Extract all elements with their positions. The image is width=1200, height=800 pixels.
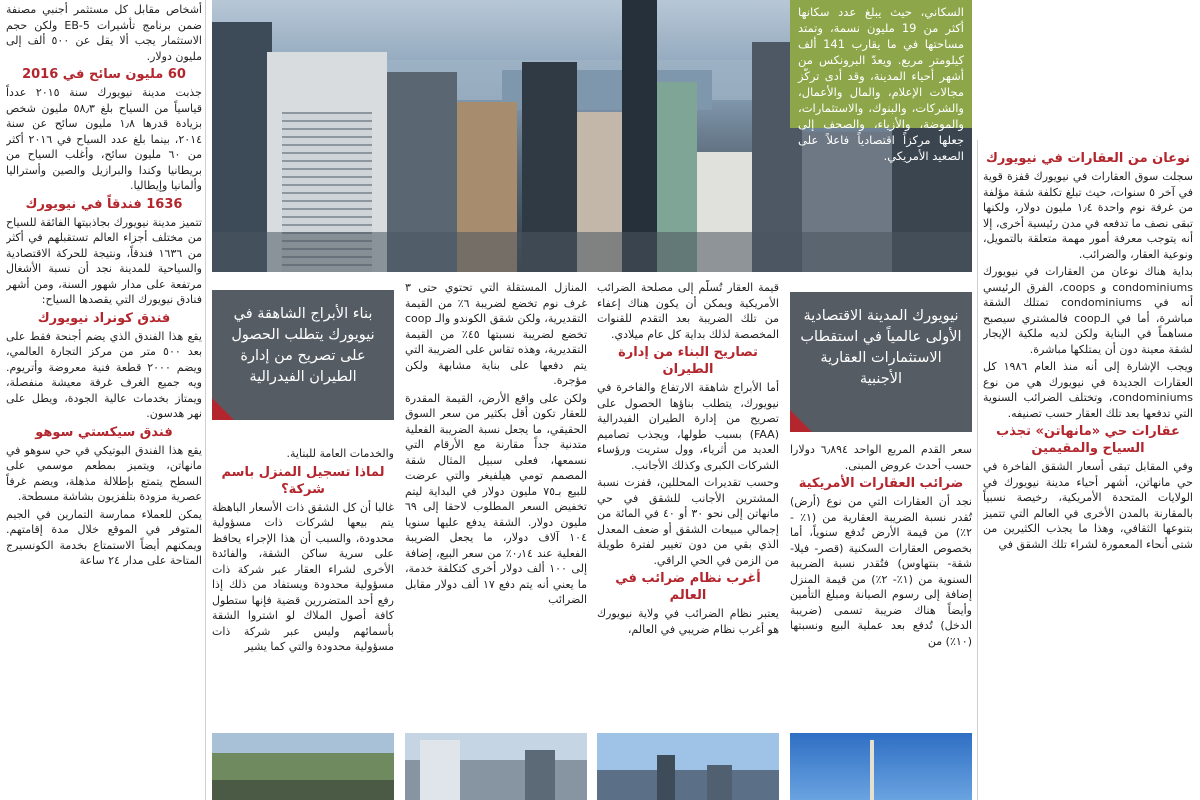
column-5 [212, 446, 394, 728]
bottom-photo-towers [405, 733, 587, 800]
column-divider [977, 140, 978, 800]
heading-strange-tax: أغرب نظام ضرائب في العالم [615, 571, 761, 603]
paragraph: سعر القدم المربع الواحد ٦٫٨٩٤ دولارا حسب أحدث عروض المبنى. [790, 443, 972, 472]
paragraph: جذبت مدينة نيويورك سنة ٢٠١٥ عدداً قياسياً من السياح بلغ ٥٨٫٣ مليون شخص بزيادة قدرها ١٫٨ مليون سائح عن سنة ٢٠١٤، بينما بلغ عدد السياح في ٢٠١٦ أكثر من ٦٠ مليون سائح، وأغلب السياح من بريطانيا وكندا والبرازيل والصين وأستراليا وألمانيا وإيطاليا. [6, 86, 202, 192]
column-4 [405, 280, 587, 728]
heading-building-permits: تصاريح البناء من إدارة الطيران [618, 345, 758, 377]
pull-quote-economic [790, 292, 972, 432]
pull-quote-text: نيويورك المدينة الاقتصادية الأولى عالمياً في استقطاب الاستثمارات العقارية الأجنبية [800, 308, 962, 387]
pull-quote-text: بناء الأبراج الشاهقة في نيويورك يتطلب الحصول على تصريح من إدارة الطيران الفيدرالية [231, 306, 375, 385]
quote-corner-mark [790, 410, 812, 432]
pull-quote-faa [212, 290, 394, 420]
paragraph: أما الأبراج شاهقة الارتفاع والفاخرة في نيويورك، يتطلب بناؤها الحصول على تصريح من إدارة الطيران الفيدرالية (FAA) بسبب طولها، ويجذب تصاميم العديد من أثرياء، وول ستريت ورؤساء الشركات الكبرى وكذلك الأجانب. [597, 381, 779, 472]
paragraph: يمكن للعملاء ممارسة التمارين في الجيم المتوفر في الموقع خلال مدة إقامتهم. ويمكنهم أيضاً الاستمتاع بخدمة الكونسيرج المتاحة على مدار ٢٤ ساعة [6, 507, 202, 567]
heading-conrad: فندق كونراد نيويورك [37, 310, 171, 326]
bottom-photo-park [212, 733, 394, 800]
paragraph: أشخاص مقابل كل مستثمر أجنبي مصنفة ضمن برنامج تأشيرات EB-5 ولكن حجم الاستثمار يجب ألا يقل عن ٥٠٠ ألف إلى مليون دولار. [6, 3, 202, 63]
paragraph: ولكن على واقع الأرض، القيمة المقدرة للعقار تكون أقل بكثير من سعر السوق الحقيقي، ما يجعل نسبة الضريبة الفعلية متدنية جداً مقارنة مع الأرقام التي نسمعها، فعلى سبيل المثال شقة المصمم تومي هيلفيغر والتي عرضت للبيع بـ٧٥ مليون دولار في البداية ليتم تخفيض السعر المطلوب لاحقا إلى ٦٩ مليون دولار. الشقة يدفع عليها سنويا ١٠٤ آلاف دولار، ما يجعل الضريبة الفعلية عند ٠٫١٤٪ من سعر البيع، إضافة إلى ١٠٠ ألف دولار أخرى كتكلفة خدمة، ما يعني أنه يتم دفع ١٧ ألف دولار مقابل الضرائب [405, 391, 587, 606]
paragraph: ويجب الإشارة إلى أنه منذ العام ١٩٨٦ كل العقارات الجديدة في نيويورك هي من نوع condominiums، وتختلف الضرائب السنوية التي تدفعها بعد تلك العقار حسب تصنيفه. [983, 360, 1193, 420]
paragraph: وحسب تقديرات المحللين، قفزت نسبة المشترين الأجانب للشقق في حي مانهاتن إلى نحو ٣٠ أو ٤٠ في المائة من إجمالي مبيعات الشقق أو ضعف المعدل الذي بقي من دون تغيير لفترة طويلة من الزمن في الحي الراقي. [597, 476, 779, 567]
heading-tourists: 60 مليون سائح في 2016 [22, 67, 186, 82]
heading-two-types: نوعان من العقارات في نيويورك [985, 151, 1191, 166]
paragraph: غالبا أن كل الشقق ذات الأسعار الباهظة يتم بيعها لشركات ذات مسؤولية محدودة، والسبب أن هذا الإجراء يحافظ على سرية ساكن الشقة، والفائدة الأخرى لشراء العقار عبر شركة ذات مسؤولية محدودة ويستفاد من ذلك إذا رفع أحد المتضررين قضية فإنها ستطول كافة أصول الملاك لو اشتروا الشقة بأسمائهم وليس عبر شركة ذات مسؤولية محدودة والتي كما يشير [212, 500, 394, 653]
paragraph: قيمة العقار تُسلَّم إلى مصلحة الضرائب الأمريكية ويمكن أن يكون هناك إعفاء من تلك الضريبة بعد التقدم للقنوات المخصصة لذلك بداية كل عام ميلادي. [597, 281, 779, 341]
paragraph: يعتبر نظام الضرائب في ولاية نيويورك هو أغرب نظام ضريبي في العالم، [597, 607, 779, 636]
paragraph: نجد أن العقارات التي من نوع (أرض) تُقدر نسبة الضريبة العقارية من (١٪ - ٢٪) من قيمة الأرض تُدفع سنوياً، أما بخصوص العقارات السكنية (قصر- فيلا- شقة- بنتهاوس) فتُقدر نسبة الضريبة السنوية من (١٪- ٢٪) من قيمة المنزل إضافة إلى رسوم الصيانة ومبلغ التأمين وأيضاً هناك ضريبة تسمى (ضريبة الدخل) تُدفع بعد عملية البيع ونسبتها (١٠٪) من [790, 495, 972, 648]
green-highlight-box [790, 0, 972, 163]
paragraph: سجلت سوق العقارات في نيويورك قفزة قوية في آخر ٥ سنوات، حيث تبلغ تكلفة شقة مؤلفة من غرفة نوم واحدة ١٫٤ مليون دولار، ولكنها تبقى نصف ما تدفعه في مدن رئيسية أخرى، إلا أنه يتوجب معرفة أمور مهمة متعلقة بالتمويل، ونوعية العقار، والضرائب. [983, 170, 1193, 261]
paragraph: يقع هذا الفندق الذي يضم أجنحة فقط على بعد ٥٠٠ متر من مركز التجارة العالمي، ويضم ٢٠٠٠ قطعة فنية معروضة وأتريوم. ويه جميع الغرف غرفة معيشة منفصلة، ويمتاز بخدمات عالية الجودة، ويطل على نهر هدسون. [6, 329, 202, 420]
bottom-photo-skyline [597, 733, 779, 800]
heading-company-registration: لماذا تسجيل المنزل باسم شركة؟ [221, 464, 385, 497]
column-3 [597, 280, 779, 728]
heading-taxes: ضرائب العقارات الأمريكية [798, 476, 964, 491]
paragraph: يقع هذا الفندق البوتيكي في حي سوهو في مانهاتن، ويتميز بمطعم موسمي على السطح يتمتع بإطلالة مذهلة، ويضم غرفاً عصرية مزودة بتلفزيون بشاشة مسطحة. [6, 443, 202, 503]
green-box-text: السكاني، حيث يبلغ عدد سكانها أكثر من 19 مليون نسمة، وتمتد مساحتها في ما يقارب 141 ألف كيلومتر مربع. ويعدّ البرونكس من أشهر أحياء المدينة، وقد أدى تركّز مجالات الإعلام، والمال والأعمال، والشركات، والبنوك، والاستثمارات، والموضة، والأزياء، والصحف إلى جعلها مركزاً اقتصادياً فاعلاً على الصعيد الأمريكي. [798, 5, 965, 163]
bottom-photo-crane [790, 733, 972, 800]
paragraph: بداية هناك نوعان من العقارات في نيويورك condominiums و coops، الفرق الرئيسي أنه في condominiums تمتلك الشقة مباشرة، أما في الـcoop فالمشتري سيصبح مساهماً في البناية ولكن لديه ملكية الإيجار لشقة معينة دون أن يمتلكها مباشرة. [983, 265, 1193, 356]
paragraph: والخدمات العامة للبناية. [286, 447, 394, 460]
paragraph: وفي المقابل تبقى أسعار الشقق الفاخرة في حي مانهاتن، أشهر أحياء مدينة نيويورك في الولايات المتحدة الأمريكية، رخيصة نسبياً بالمقارنة بالمدن الأخرى في العالم التي تتميز بتنوعها الثقافي، وهذا ما يجذب الكثيرين من شتى أنحاء المعمورة لشراء تلك الشقق في [983, 460, 1193, 551]
paragraph: تتميز مدينة نيويورك بجاذبيتها الفائقة للسياح من مختلف أجزاء العالم تستقبلهم في أكثر من ١٦٣٦ فندقاً، ونتيجة للحركة الاقتصادية والسياحية للمدينة نجد أن نسبة الأشغال مرتفعة على مدار شهور السنة، ومن أشهر فنادق نيويورك التي يقصدها السياح: [6, 215, 202, 306]
quote-corner-mark [212, 398, 234, 420]
column-left [6, 2, 202, 800]
paragraph: المنازل المستقلة التي تحتوي حتى ٣ غرف نوم تخضع لضريبة ٦٪ من القيمة التقديرية، ولكن شقق الكوندو والـ coop تخضع لضريبة نسبتها ٤٥٪ من القيمة التقديرية، وهذه تقاس على الضريبة التي يتم دفعها على بناية مشابهة ولكن مؤجرة. [405, 281, 587, 387]
column-right [983, 148, 1193, 800]
column-divider [205, 0, 206, 800]
heading-sixty-soho: فندق سيكستي سوهو [35, 424, 173, 440]
heading-hotels: 1636 فندقاً في نيويورك [25, 196, 183, 212]
heading-manhattan: عقارات حي «مانهاتن» تجذب السياح والمقيمين [996, 424, 1180, 456]
